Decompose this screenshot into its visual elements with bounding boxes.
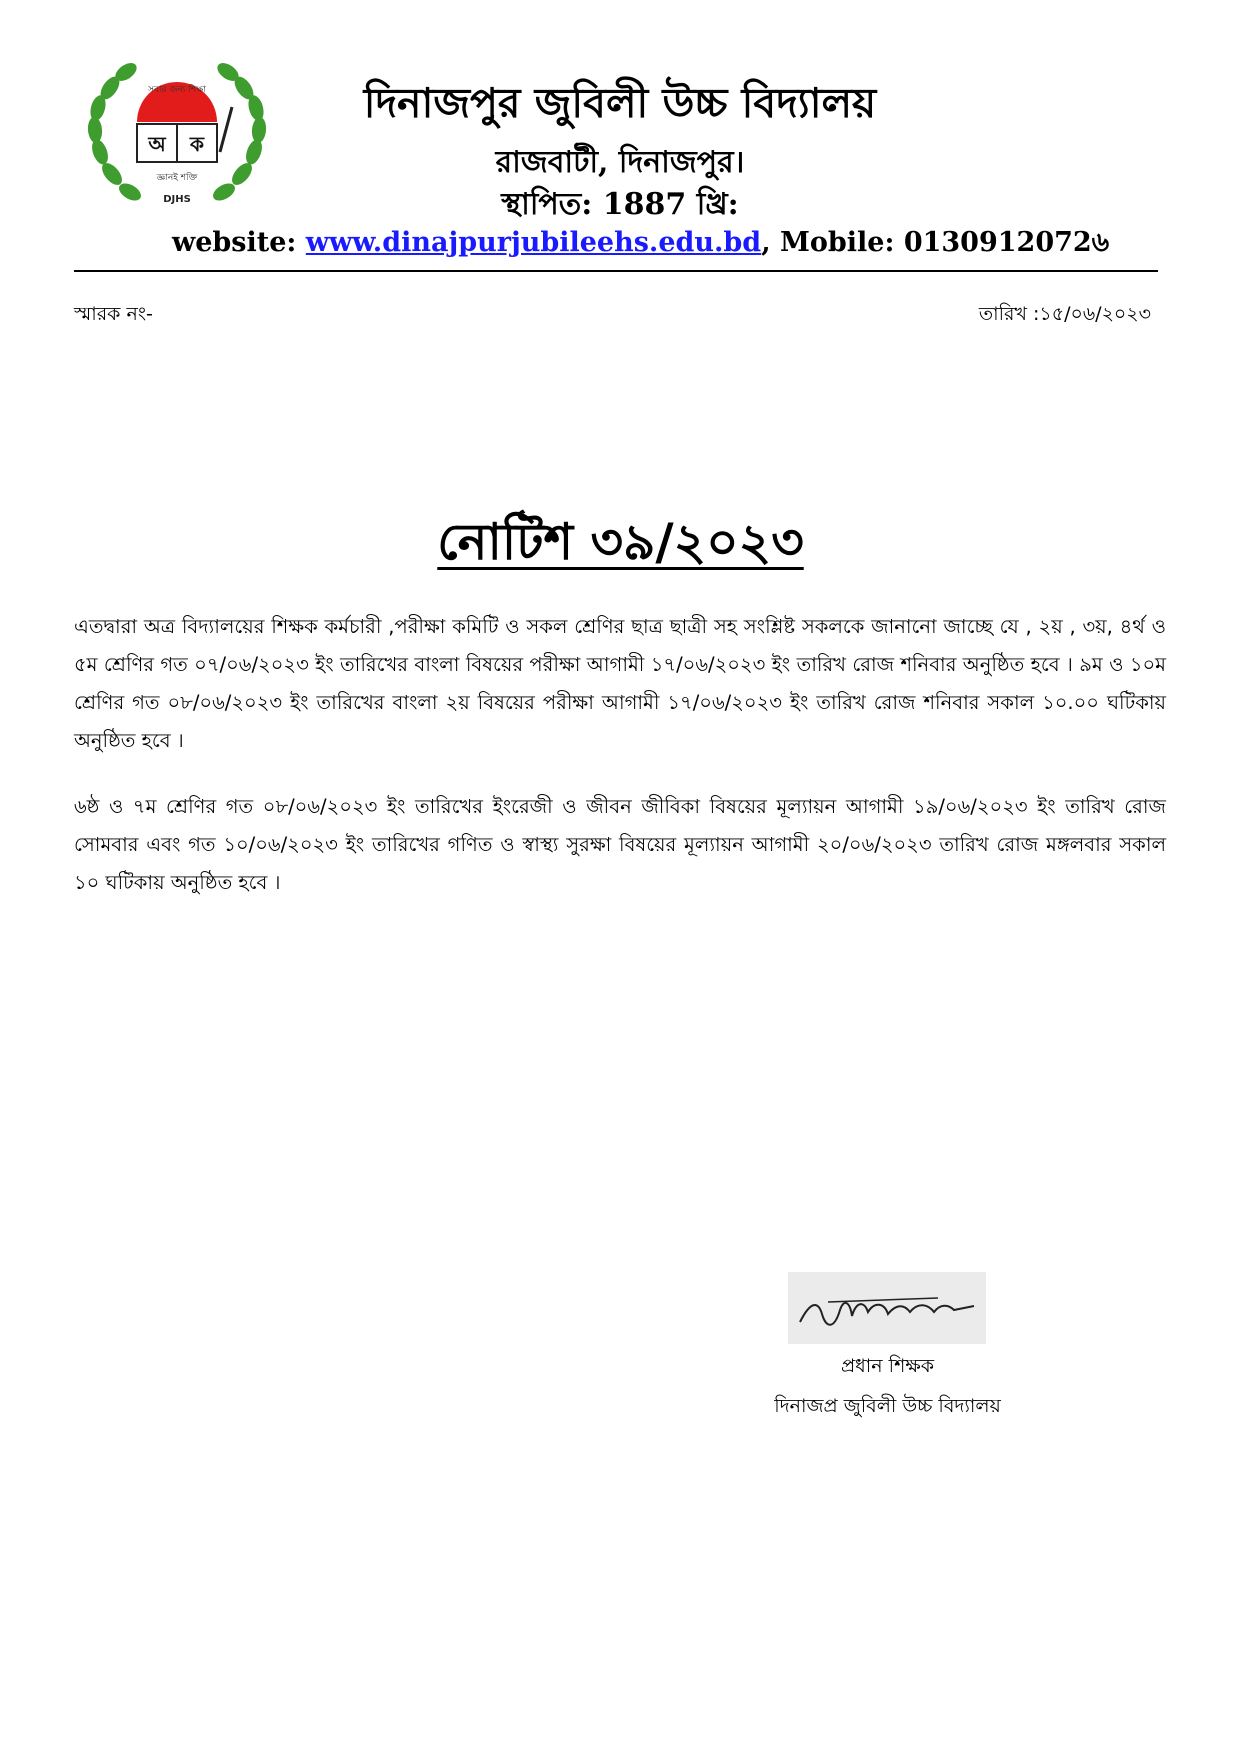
- svg-text:ক: ক: [190, 132, 204, 156]
- mobile-number: , Mobile: 0130912072৬: [761, 227, 1110, 258]
- svg-text:DJHS: DJHS: [163, 194, 191, 205]
- memo-number: স্মারক নং-: [74, 303, 153, 325]
- notice-title-text: নোটিশ ৩৯/২০২৩: [437, 513, 804, 571]
- established-year: স্থাপিত: 1887 খ্রি:: [501, 187, 739, 222]
- website-label: website:: [172, 227, 306, 258]
- svg-text:সবার জন্য শিক্ষা: সবার জন্য শিক্ষা: [147, 85, 207, 95]
- school-location: রাজবাটী, দিনাজপুর।: [495, 145, 745, 180]
- svg-text:জ্ঞানই শক্তি: জ্ঞানই শক্তি: [156, 173, 198, 183]
- header-divider: [74, 270, 1158, 272]
- notice-date: তারিখ :১৫/০৬/২০২৩: [978, 303, 1151, 325]
- headmaster-signature: [788, 1272, 986, 1344]
- signatory-school: দিনাজপ্র জুবিলী উচ্চ বিদ্যালয়: [774, 1395, 1001, 1417]
- svg-text:অ: অ: [148, 132, 166, 156]
- notice-paragraph-1: এতদ্বারা অত্র বিদ্যালয়ের শিক্ষক কর্মচারী ,পরীক্ষা কমিটি ও সকল শ্রেণির ছাত্র ছাত্রী সহ সংশ্লিষ্ট সকলকে জানানো জাচ্ছে যে , ২য় , ৩য়, ৪র্থ ও ৫ম শ্রেণির গত ০৭/০৬/২০২৩ ইং তারিখের বাংলা বিষয়ের পরীক্ষা আগামী ১৭/০৬/২০২৩ ইং তারিখ রোজ শনিবার অনুষ্ঠিত হবে । ৯ম ও ১০ম শ্রেণির গত ০৮/০৬/২০২৩ ইং তারিখের বাংলা ২য় বিষয়ের পরীক্ষা আগামী ১৭/০৬/২০২৩ ইং তারিখ রোজ শনিবার সকাল ১০.০০ ঘটিকায় অনুষ্ঠিত হবে ।: [74, 615, 1166, 752]
- school-name: দিনাজপুর জুবিলী উচ্চ বিদ্যালয়: [363, 79, 877, 127]
- contact-line: [172, 222, 1109, 267]
- notice-title: [0, 505, 1241, 588]
- school-logo: [82, 52, 272, 217]
- signatory-title: প্রধান শিক্ষক: [840, 1355, 935, 1377]
- notice-paragraph-2: ৬ষ্ঠ ও ৭ম শ্রেণির গত ০৮/০৬/২০২৩ ইং তারিখের ইংরেজী ও জীবন জীবিকা বিষয়ের মূল্যায়ন আগামী ১৯/০৬/২০২৩ ইং তারিখ রোজ সোমবার এবং গত ১০/০৬/২০২৩ ইং তারিখের গণিত ও স্বাস্থ্য সুরক্ষা বিষয়ের মূল্যায়ন আগামী ২০/০৬/২০২৩ তারিখ রোজ মঙ্গলবার সকাল ১০ ঘটিকায় অনুষ্ঠিত হবে ।: [74, 795, 1166, 894]
- website-link[interactable]: www.dinajpurjubileehs.edu.bd: [305, 227, 762, 258]
